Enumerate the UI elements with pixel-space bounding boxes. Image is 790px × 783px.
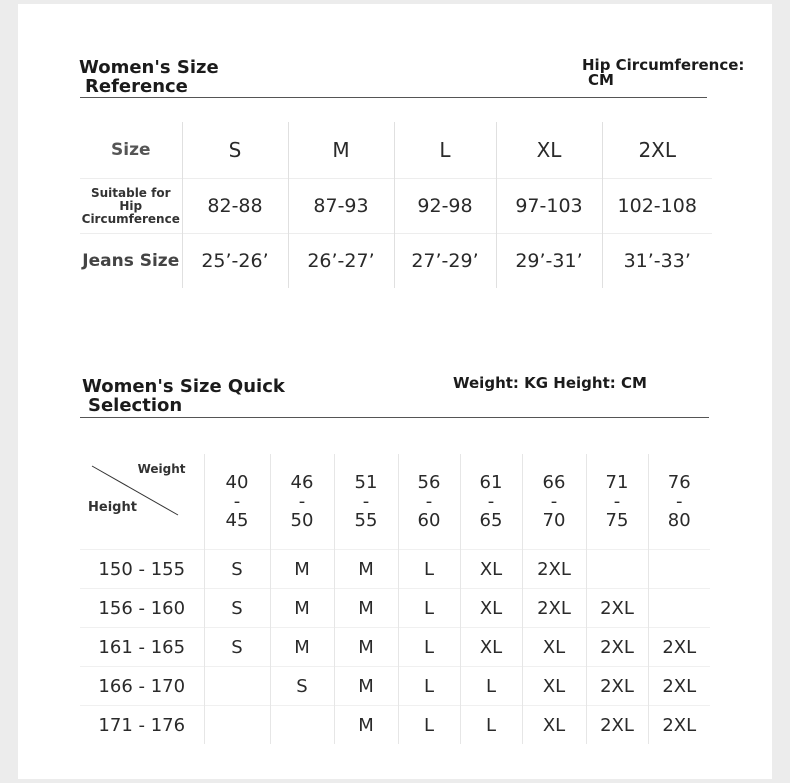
size-label: Size — [111, 140, 151, 160]
jeans-value: 26’-27’ — [288, 234, 394, 289]
height-range-label: 150 - 155 — [80, 550, 204, 589]
size-cell: XL — [460, 550, 522, 589]
size-cell: M — [334, 667, 398, 706]
size-2xl: 2XL — [602, 122, 712, 179]
size-cell — [204, 706, 270, 745]
hip-row — [80, 179, 712, 234]
size-reference-table — [80, 122, 712, 288]
size-cell: XL — [522, 667, 586, 706]
hip-value: 82-88 — [182, 179, 288, 234]
table-row — [80, 706, 710, 745]
hip-unit-line2: CM — [588, 71, 614, 89]
size-cell: 2XL — [586, 667, 648, 706]
size-cell: XL — [460, 628, 522, 667]
size-cell: 2XL — [586, 628, 648, 667]
jeans-label: Jeans Size — [80, 234, 182, 289]
size-row — [80, 122, 712, 179]
size-cell: L — [398, 589, 460, 628]
size-reference-title — [79, 58, 219, 96]
weight-height-unit-text: Weight: KG Height: CM — [453, 374, 647, 392]
size-cell: L — [398, 628, 460, 667]
quick-selection-body — [80, 550, 710, 745]
size-cell: S — [204, 589, 270, 628]
size-reference-title-line1: Women's Size — [79, 57, 219, 78]
size-cell: 2XL — [522, 589, 586, 628]
jeans-value: 31’-33’ — [602, 234, 712, 289]
size-cell: L — [398, 550, 460, 589]
hip-label-line2: Circumference — [81, 211, 180, 226]
size-cell — [204, 667, 270, 706]
height-range-label: 166 - 170 — [80, 667, 204, 706]
size-l: L — [394, 122, 496, 179]
weight-height-corner — [80, 454, 204, 550]
size-m: M — [288, 122, 394, 179]
size-s: S — [182, 122, 288, 179]
hip-value: 92-98 — [394, 179, 496, 234]
size-cell: L — [460, 706, 522, 745]
size-cell — [586, 550, 648, 589]
size-cell: XL — [522, 628, 586, 667]
size-cell — [270, 706, 334, 745]
hip-value: 97-103 — [496, 179, 602, 234]
table-row — [80, 589, 710, 628]
quick-selection-title-line2: Selection — [88, 395, 183, 416]
size-cell: S — [204, 550, 270, 589]
size-xl: XL — [496, 122, 602, 179]
jeans-row — [80, 234, 712, 289]
size-cell — [648, 550, 710, 589]
size-cell: L — [398, 706, 460, 745]
weight-range: 56 - 60 — [398, 454, 460, 550]
size-reference-divider — [80, 97, 707, 98]
table-row — [80, 628, 710, 667]
size-cell: 2XL — [648, 667, 710, 706]
size-cell: S — [270, 667, 334, 706]
hip-label-line1: Suitable for Hip — [90, 185, 171, 213]
corner-weight-label: Weight — [137, 462, 186, 476]
weight-height-unit-note — [453, 376, 647, 391]
weight-range: 71 - 75 — [586, 454, 648, 550]
size-cell: M — [270, 550, 334, 589]
jeans-value: 25’-26’ — [182, 234, 288, 289]
hip-value: 87-93 — [288, 179, 394, 234]
table-row — [80, 550, 710, 589]
size-chart-sheet — [18, 4, 772, 779]
size-cell: 2XL — [648, 628, 710, 667]
size-cell: L — [460, 667, 522, 706]
weight-range: 66 - 70 — [522, 454, 586, 550]
size-cell: M — [270, 628, 334, 667]
size-cell: XL — [460, 589, 522, 628]
size-cell: 2XL — [522, 550, 586, 589]
size-cell: M — [334, 628, 398, 667]
weight-header-row — [80, 454, 710, 550]
size-cell: 2XL — [586, 706, 648, 745]
size-cell: M — [334, 706, 398, 745]
weight-range: 61 - 65 — [460, 454, 522, 550]
jeans-value: 29’-31’ — [496, 234, 602, 289]
size-cell: XL — [522, 706, 586, 745]
height-range-label: 171 - 176 — [80, 706, 204, 745]
quick-selection-title-line1: Women's Size Quick — [82, 376, 285, 397]
weight-range: 51 - 55 — [334, 454, 398, 550]
size-cell: M — [334, 589, 398, 628]
quick-selection-title — [82, 377, 285, 415]
size-reference-title-line2: Reference — [85, 76, 188, 97]
size-cell: 2XL — [586, 589, 648, 628]
size-cell: S — [204, 628, 270, 667]
size-cell: 2XL — [648, 706, 710, 745]
weight-range: 76 - 80 — [648, 454, 710, 550]
size-cell: M — [334, 550, 398, 589]
hip-unit-note — [582, 58, 744, 88]
quick-selection-divider — [80, 417, 709, 418]
corner-height-label: Height — [88, 500, 137, 515]
weight-range: 46 - 50 — [270, 454, 334, 550]
hip-label — [80, 179, 182, 234]
table-row — [80, 667, 710, 706]
jeans-value: 27’-29’ — [394, 234, 496, 289]
height-range-label: 156 - 160 — [80, 589, 204, 628]
size-cell: M — [270, 589, 334, 628]
size-cell — [648, 589, 710, 628]
size-cell: L — [398, 667, 460, 706]
height-range-label: 161 - 165 — [80, 628, 204, 667]
hip-value: 102-108 — [602, 179, 712, 234]
hip-unit-line1: Hip Circumference: — [582, 56, 745, 74]
quick-selection-table — [80, 454, 710, 744]
weight-range: 40 - 45 — [204, 454, 270, 550]
